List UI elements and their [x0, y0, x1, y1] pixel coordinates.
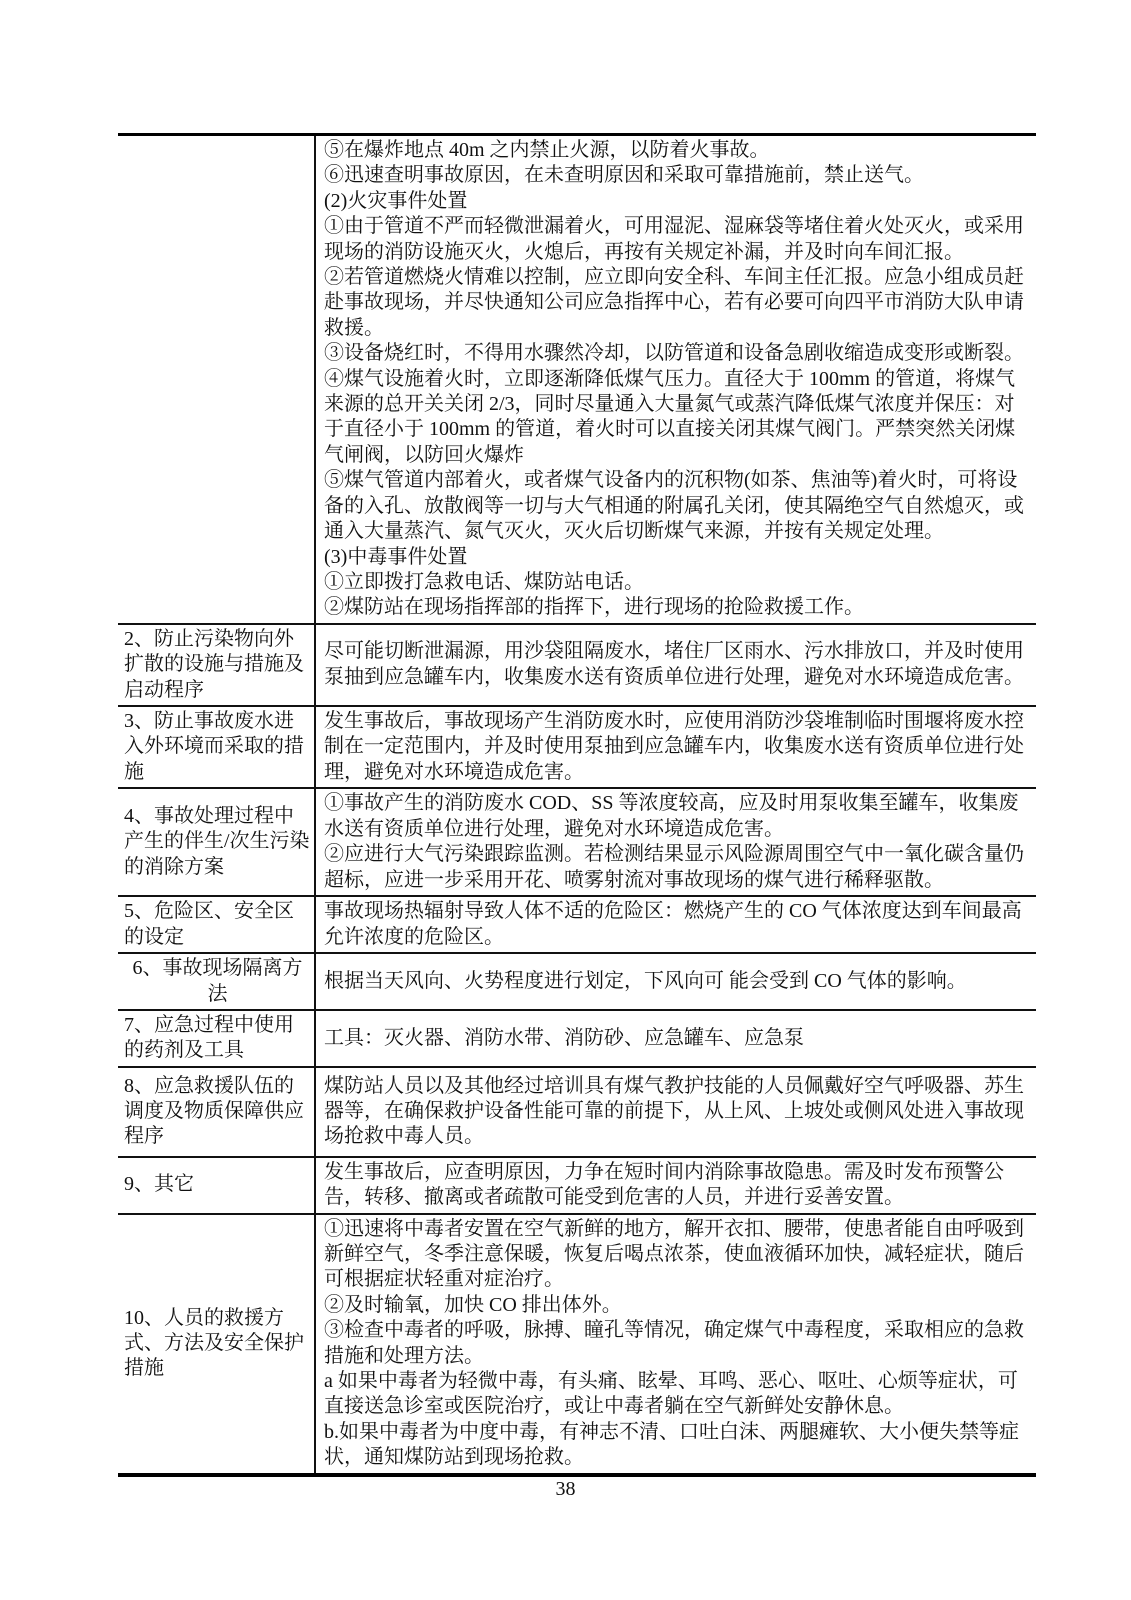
- content-paragraph: ④煤气设施着火时，立即逐渐降低煤气压力。直径大于 100mm 的管道，将煤气来源的总开关关闭 2/3，同时尽量通入大量氮气或蒸汽降低煤气浓度并保压：对于直径小于 100mm 的管道，着火时可以直接关闭其煤气阀门。严禁突然关闭煤气闸阀，以防回火爆炸: [324, 367, 1016, 466]
- row-content: [315, 624, 1036, 706]
- table-row: [118, 1214, 1036, 1475]
- row-label: 2、防止污染物向外扩散的设施与措施及启动程序: [118, 624, 315, 706]
- content-paragraph: ②应进行大气污染跟踪监测。若检测结果显示风险源周围空气中一氧化碳含量仍超标，应进一步采用开花、喷雾射流对事故现场的煤气进行稀释驱散。: [324, 843, 1024, 891]
- table-row: [118, 1010, 1036, 1067]
- content-paragraph: 煤防站人员以及其他经过培训具有煤气教护技能的人员佩戴好空气呼吸器、苏生器等，在确保救护设备性能可靠的前提下，从上风、上坡处或侧风处进入事故现场抢救中毒人员。: [324, 1074, 1024, 1148]
- content-paragraph: ⑤在爆炸地点 40m 之内禁止火源，以防着火事故。: [324, 139, 770, 161]
- row-label: 10、人员的救援方式、方法及安全保护措施: [118, 1214, 315, 1475]
- row-content: [315, 706, 1036, 788]
- content-paragraph: ②若管道燃烧火情难以控制，应立即向安全科、车间主任汇报。应急小组成员赶赴事故现场，并尽快通知公司应急指挥中心，若有必要可向四平市消防大队申请救援。: [324, 266, 1024, 339]
- content-paragraph: ②及时输氧，加快 CO 排出体外。: [324, 1293, 622, 1316]
- row-content: [315, 1067, 1036, 1157]
- table-body: [118, 135, 1036, 1475]
- content-paragraph: ③检查中毒者的呼吸，脉搏、瞳孔等情况，确定煤气中毒程度，采取相应的急救措施和处理方法。: [324, 1319, 1024, 1367]
- content-paragraph: a 如果中毒者为轻微中毒，有头痛、眩晕、耳鸣、恶心、呕吐、心烦等症状，可直接送急诊室或医院治疗，或让中毒者躺在空气新鲜处安静休息。: [324, 1370, 1018, 1418]
- content-paragraph: 事故现场热辐射导致人体不适的危险区：燃烧产生的 CO 气体浓度达到车间最高允许浓度的危险区。: [324, 900, 1022, 948]
- page-number: 38: [555, 1478, 576, 1500]
- content-paragraph: ①立即拨打急救电话、煤防站电话。: [324, 570, 644, 593]
- content-paragraph: 根据当天风向、火势程度进行划定，下风向可 能会受到 CO 气体的影响。: [324, 969, 967, 992]
- content-paragraph: ⑤煤气管道内部着火，或者煤气设备内的沉积物(如茶、焦油等)着火时，可将设备的入孔、放散阀等一切与大气相通的附属孔关闭，使其隔绝空气自然熄灭，或通入大量蒸汽、氮气灭火，灭火后切断煤气来源，并按有关规定处理。: [324, 469, 1024, 543]
- row-content: [315, 788, 1036, 896]
- content-paragraph: ③设备烧红时，不得用水骤然冷却，以防管道和设备急剧收缩造成变形或断裂。: [324, 342, 1024, 365]
- content-paragraph: 尽可能切断泄漏源，用沙袋阻隔废水，堵住厂区雨水、污水排放口，并及时使用泵抽到应急罐车内，收集废水送有资质单位进行处理，避免对水环境造成危害。: [324, 640, 1024, 688]
- row-label: 8、应急救援队伍的调度及物质保障供应程序: [118, 1067, 315, 1157]
- content-paragraph: ②煤防站在现场指挥部的指挥下，进行现场的抢险救援工作。: [324, 596, 864, 619]
- row-label: 6、事故现场隔离方法: [118, 953, 315, 1010]
- content-paragraph: ①迅速将中毒者安置在空气新鲜的地方，解开衣扣、腰带，使患者能自由呼吸到新鲜空气，冬季注意保暖，恢复后喝点浓茶，使血液循环加快，减轻症状，随后可根据症状轻重对症治疗。: [324, 1217, 1024, 1291]
- row-label: 5、危险区、安全区的设定: [118, 896, 315, 953]
- row-label: 9、其它: [118, 1157, 315, 1214]
- content-paragraph: 发生事故后，应查明原因，力争在短时间内消除事故隐患。需及时发布预警公告，转移、撤离或者疏散可能受到危害的人员，并进行妥善安置。: [324, 1160, 1004, 1209]
- table-row: [118, 624, 1036, 706]
- content-paragraph: b.如果中毒者为中度中毒，有神志不清、口吐白沫、两腿瘫软、大小便失禁等症状，通知煤防站到现场抢救。: [324, 1420, 1019, 1469]
- table-row: [118, 896, 1036, 953]
- row-content: [315, 896, 1036, 953]
- content-paragraph: ①由于管道不严而轻微泄漏着火，可用湿泥、湿麻袋等堵住着火处灭火，或采用现场的消防设施灭火，火熄后，再按有关规定补漏，并及时向车间汇报。: [324, 215, 1024, 263]
- content-paragraph: 发生事故后，事故现场产生消防废水时，应使用消防沙袋堆制临时围堰将废水控制在一定范围内，并及时使用泵抽到应急罐车内，收集废水送有资质单位进行处理，避免对水环境造成危害。: [324, 709, 1024, 783]
- table-row: [118, 1157, 1036, 1214]
- table-row: [118, 135, 1036, 624]
- table-row: [118, 788, 1036, 896]
- row-content: [315, 953, 1036, 1010]
- table-row: [118, 953, 1036, 1010]
- content-paragraph: ⑥迅速查明事故原因，在未查明原因和采取可靠措施前，禁止送气。: [324, 164, 924, 187]
- row-content: [315, 1214, 1036, 1475]
- row-content: [315, 135, 1036, 624]
- table-row: [118, 1067, 1036, 1157]
- table-row: [118, 706, 1036, 788]
- row-content: [315, 1157, 1036, 1214]
- content-paragraph: (2)火灾事件处置: [324, 189, 468, 212]
- row-label: 3、防止事故废水进入外环境而采取的措施: [118, 706, 315, 788]
- content-paragraph: (3)中毒事件处置: [324, 545, 468, 568]
- row-label: 4、事故处理过程中产生的伴生/次生污染的消除方案: [118, 788, 315, 896]
- emergency-response-table: [118, 133, 1036, 1477]
- row-label: 7、应急过程中使用的药剂及工具: [118, 1010, 315, 1067]
- content-paragraph: 工具：灭火器、消防水带、消防砂、应急罐车、应急泵: [324, 1026, 804, 1049]
- row-label: [118, 135, 315, 624]
- row-content: [315, 1010, 1036, 1067]
- content-paragraph: ①事故产生的消防废水 COD、SS 等浓度较高，应及时用泵收集至罐车，收集废水送有资质单位进行处理，避免对水环境造成危害。: [324, 792, 1019, 840]
